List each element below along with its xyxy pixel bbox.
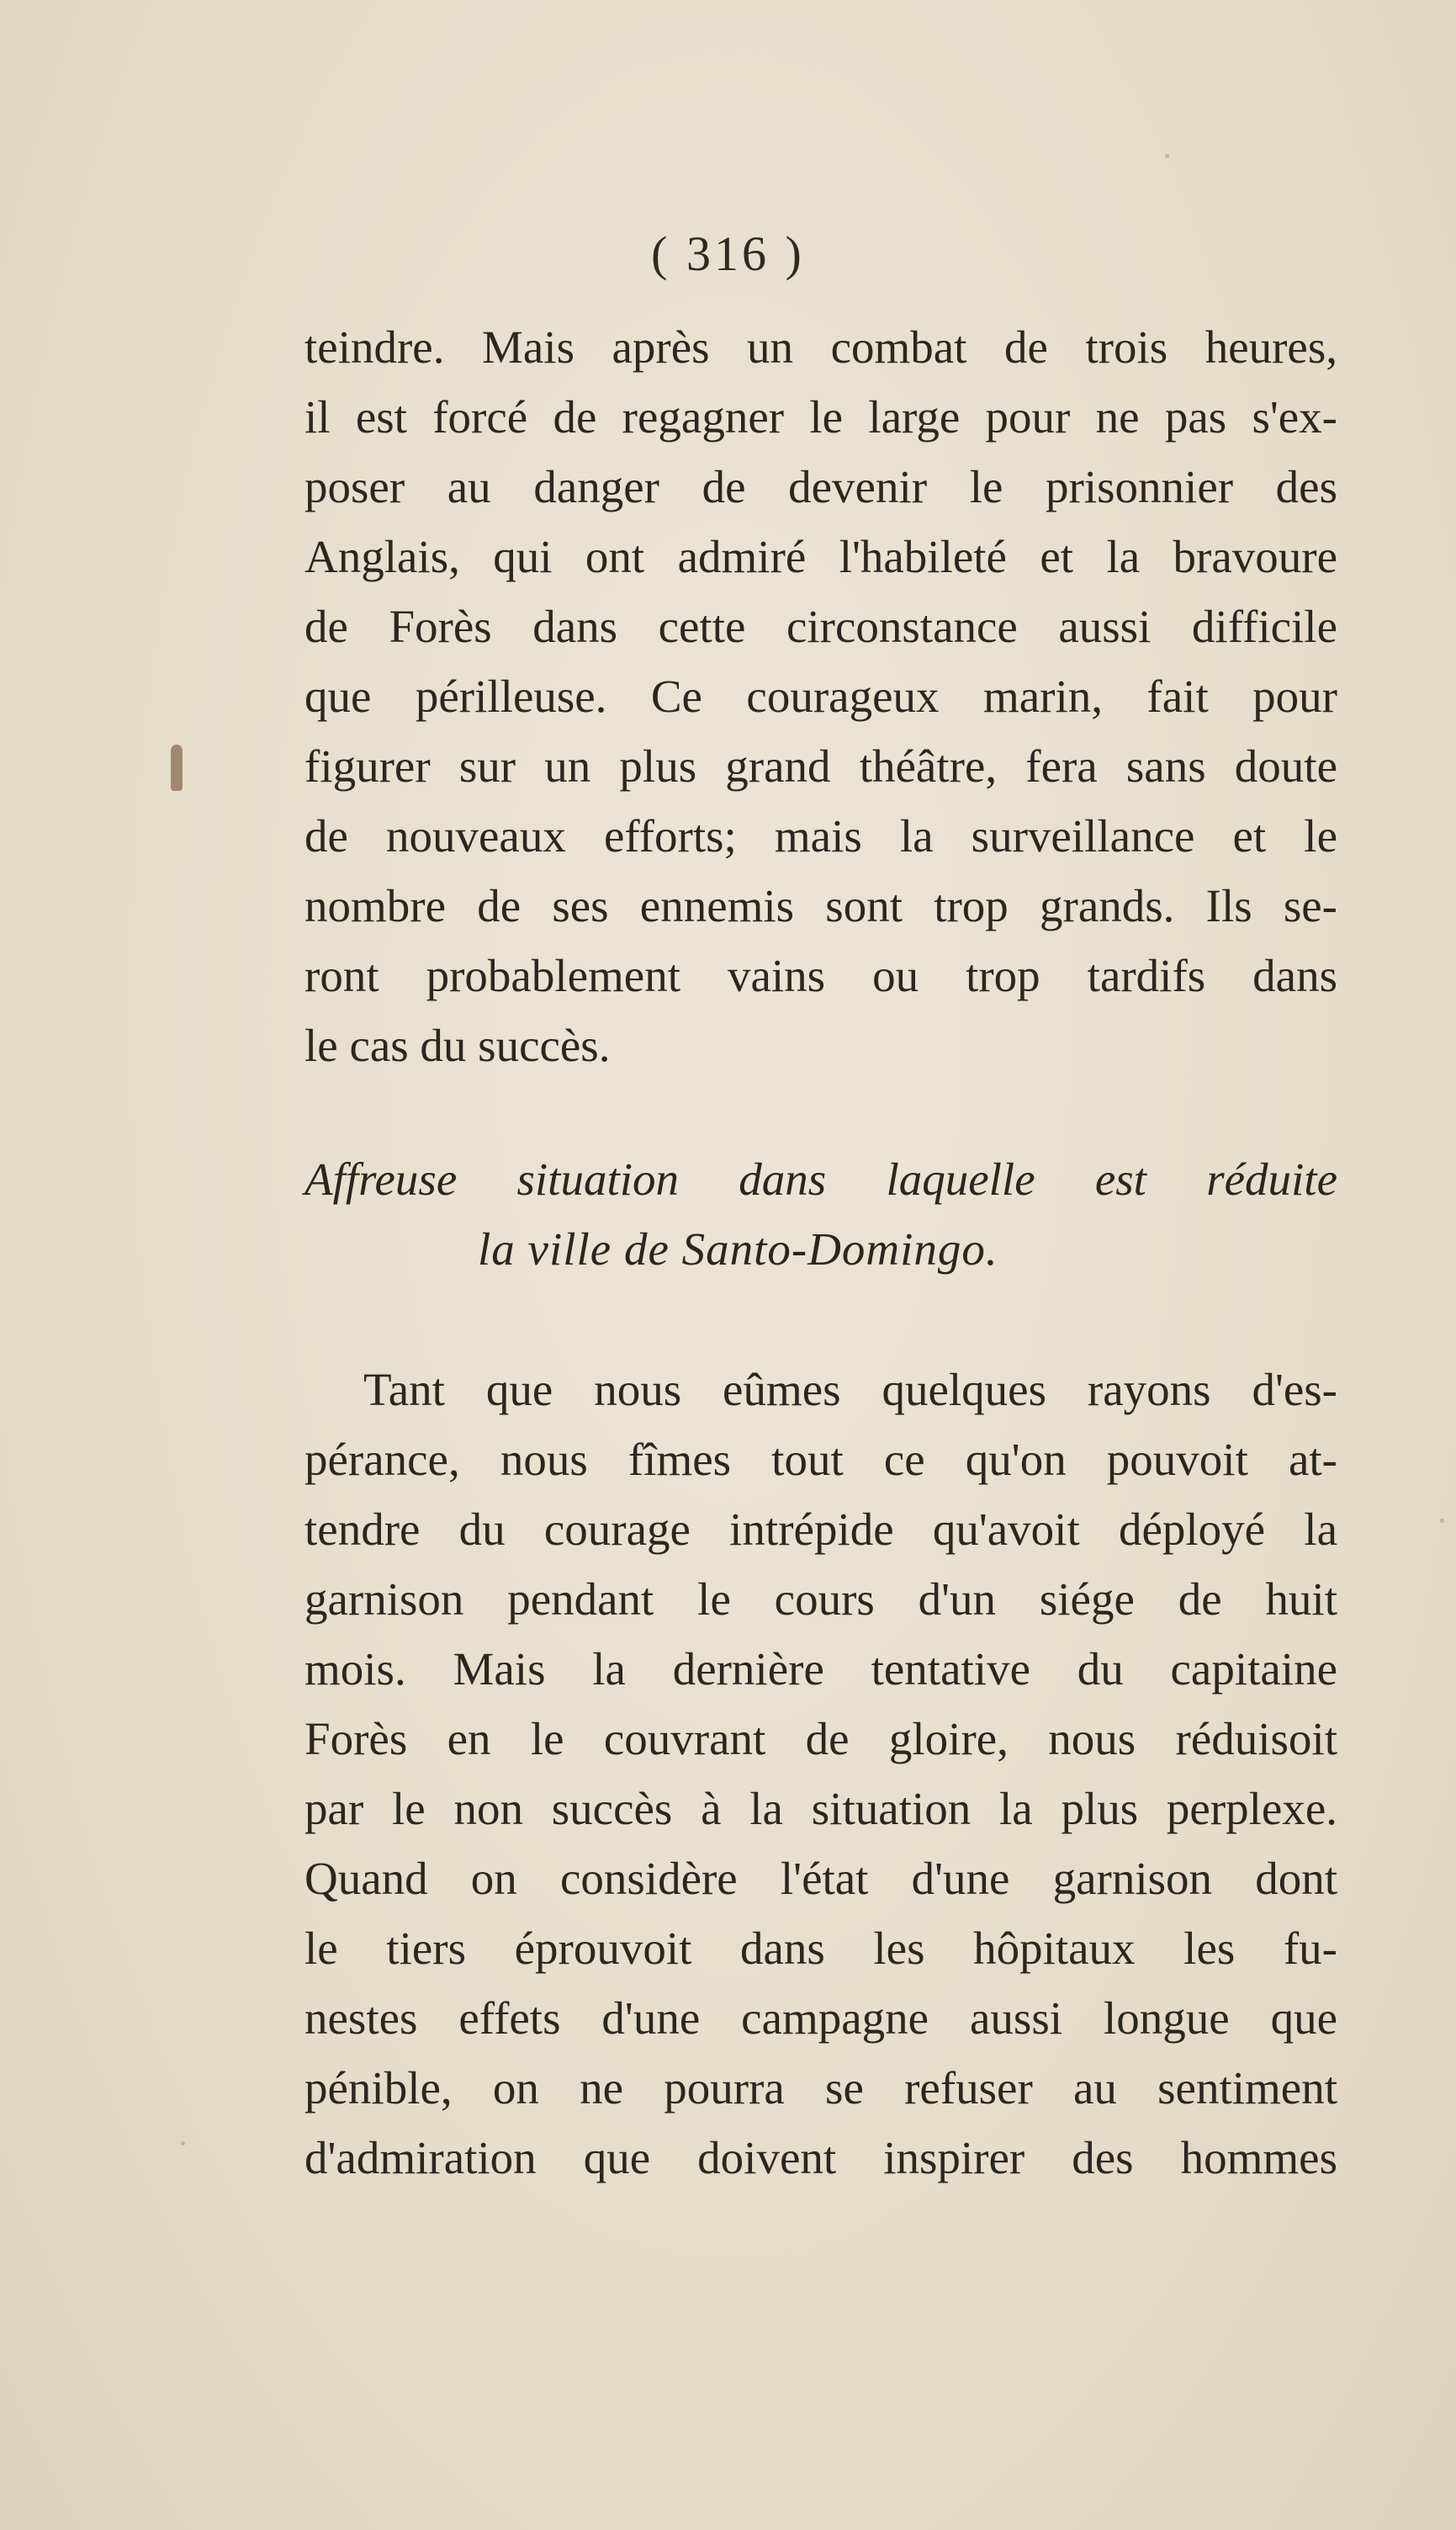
- text-line: poser au danger de devenir le prisonnier des: [304, 461, 1337, 512]
- text-line: par le non succès à la situation la plus perplexe.: [304, 1783, 1337, 1834]
- text-line: Anglais, qui ont admiré l'habileté et la bravoure: [304, 531, 1337, 582]
- text-line: pérance, nous fîmes tout ce qu'on pouvoit at-: [304, 1434, 1337, 1485]
- text-line: d'admiration que doivent inspirer des hommes: [304, 2132, 1337, 2183]
- text-line: le cas du succès.: [304, 1020, 611, 1071]
- section-title: [304, 1144, 1337, 1284]
- text-line: garnison pendant le cours d'un siége de huit: [304, 1573, 1337, 1625]
- text-line: ront probablement vains ou trop tardifs dans: [304, 950, 1337, 1001]
- text-line: nombre de ses ennemis sont trop grands. Ils se-: [304, 880, 1337, 931]
- text-line: Forès en le couvrant de gloire, nous réduisoit: [304, 1713, 1337, 1764]
- text-line: le tiers éprouvoit dans les hôpitaux les fu-: [304, 1923, 1337, 1974]
- page-number: ( 316 ): [651, 226, 805, 281]
- text-line: pénible, on ne pourra se refuser au sentiment: [304, 2062, 1337, 2114]
- section-title-line-2: la ville de Santo-Domingo.: [478, 1223, 998, 1275]
- text-line: tendre du courage intrépide qu'avoit déployé la: [304, 1504, 1337, 1555]
- paper-speck: [1165, 154, 1169, 158]
- text-line: teindre. Mais après un combat de trois heures,: [304, 321, 1337, 373]
- text-line: il est forcé de regagner le large pour ne pas s'ex-: [304, 391, 1337, 443]
- text-line: nestes effets d'une campagne aussi longue que: [304, 1992, 1337, 2044]
- text-line: de Forès dans cette circonstance aussi difficile: [304, 601, 1337, 652]
- text-line: Tant que nous eûmes quelques rayons d'es-: [363, 1364, 1337, 1415]
- paper-speck: [181, 2141, 185, 2145]
- paragraph-2: [304, 1355, 1337, 2193]
- text-line: que périlleuse. Ce courageux marin, fait pour: [304, 671, 1337, 722]
- text-line: de nouveaux efforts; mais la surveillance et le: [304, 810, 1337, 862]
- text-line: mois. Mais la dernière tentative du capitaine: [304, 1643, 1337, 1695]
- section-title-line-1: Affreuse situation dans laquelle est réduite: [304, 1154, 1337, 1205]
- text-line: Quand on considère l'état d'une garnison dont: [304, 1853, 1337, 1904]
- paragraph-1: [304, 312, 1337, 1080]
- text-line: figurer sur un plus grand théâtre, fera sans doute: [304, 740, 1337, 792]
- margin-ink-mark: [171, 745, 183, 791]
- paper-speck: [1440, 1519, 1444, 1523]
